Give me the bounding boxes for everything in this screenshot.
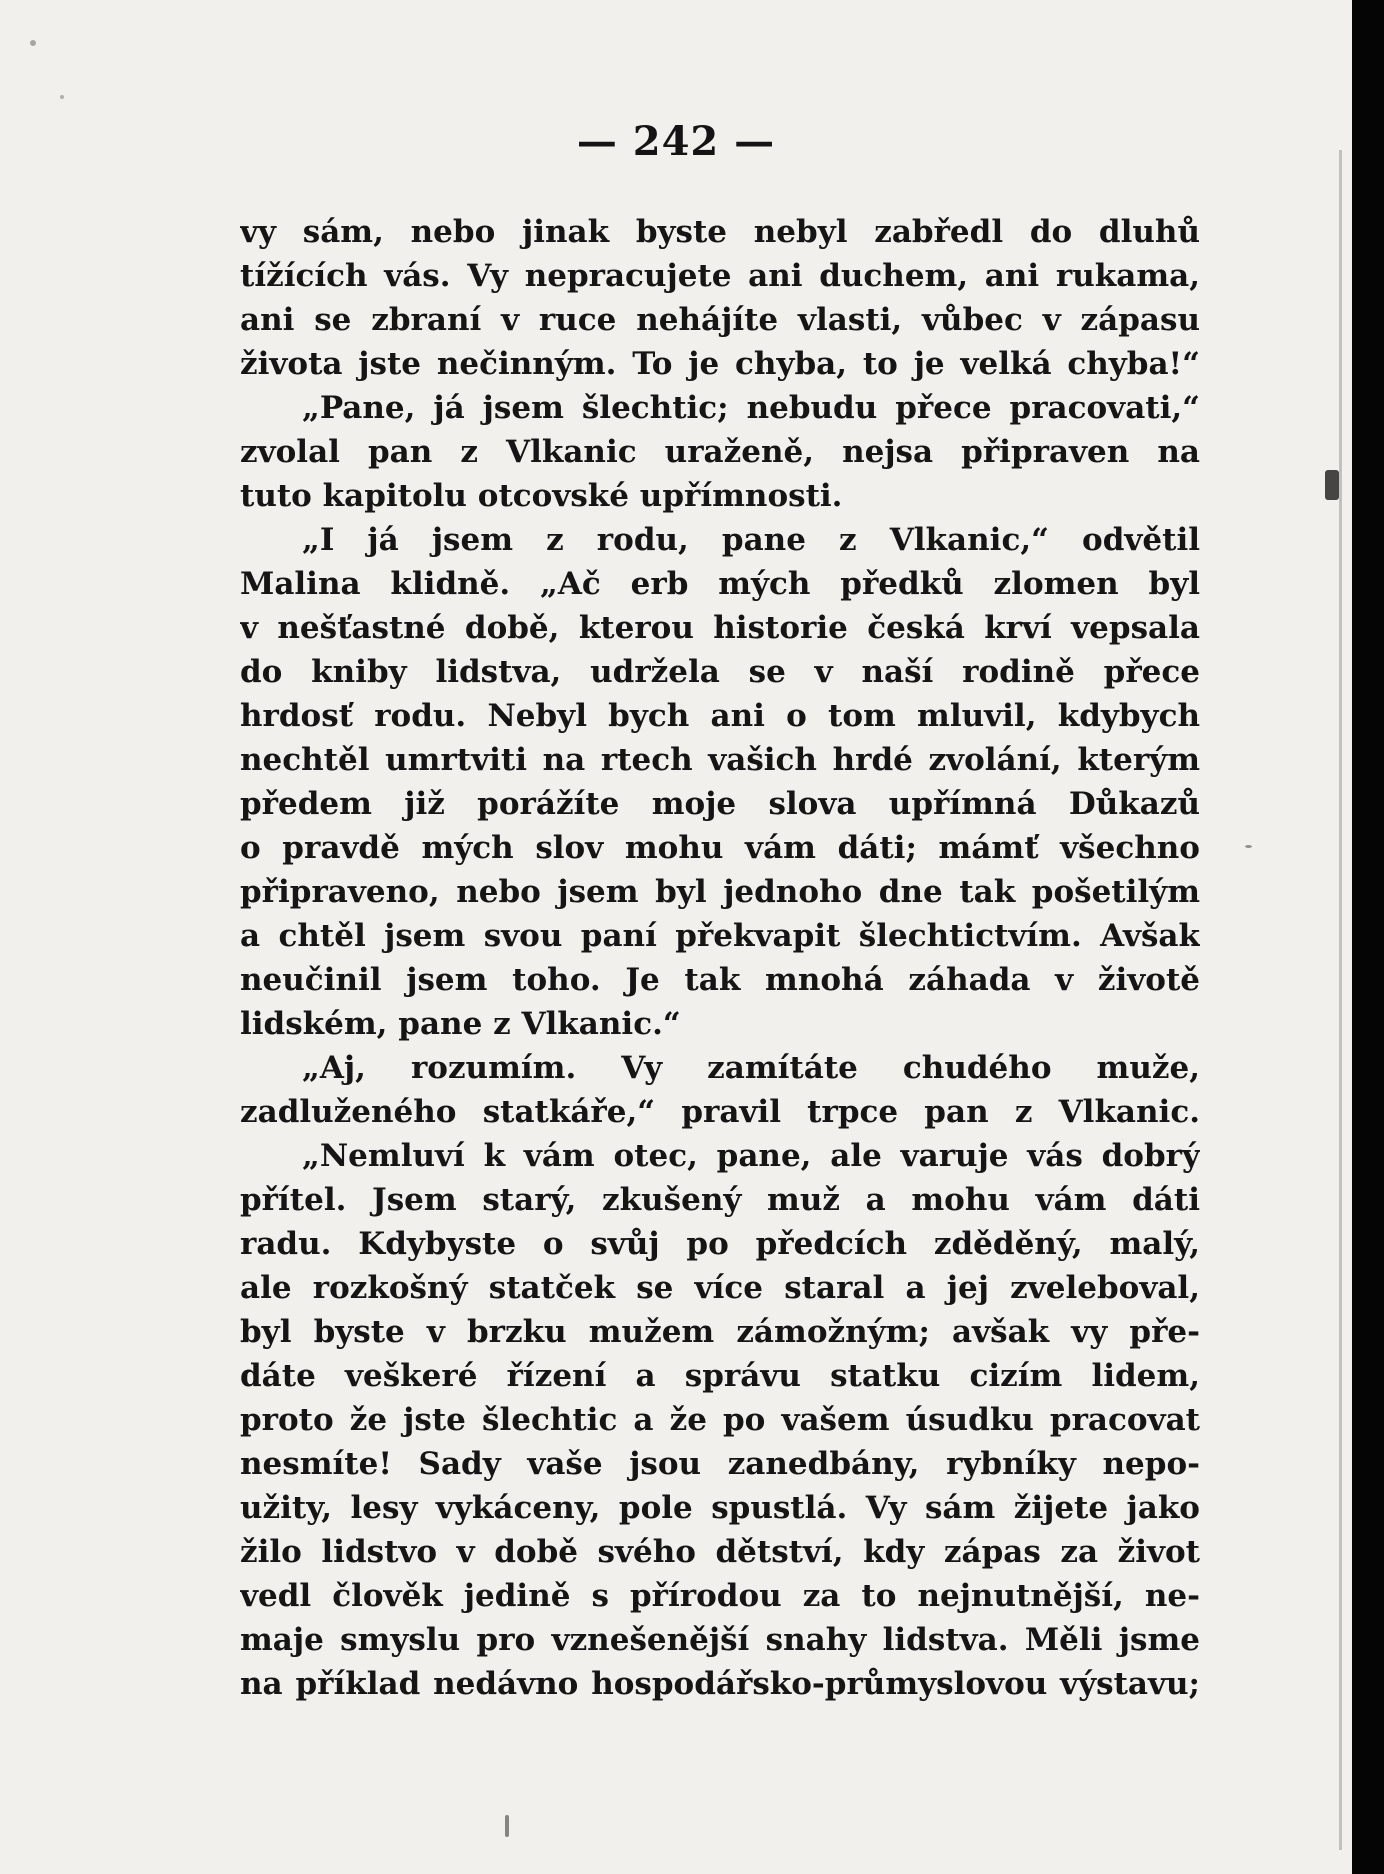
text-line: tuto kapitolu otcovské upřímnosti.	[240, 478, 843, 514]
text-line: v nešťastné době, kterou historie česká krví vepsala	[240, 610, 1200, 646]
text-line: „I já jsem z rodu, pane z Vlkanic,“ odvětil	[302, 522, 1200, 558]
text-line: „Aj, rozumím. Vy zamítáte chudého muže,	[302, 1050, 1200, 1086]
body-text	[240, 210, 1200, 1706]
ink-speck	[60, 95, 64, 99]
ink-speck	[505, 1815, 509, 1837]
text-line: předem již porážíte moje slova upřímná Důkazů	[240, 786, 1200, 822]
text-line: ale rozkošný statček se více staral a jej zveleboval,	[240, 1270, 1200, 1306]
text-line: a chtěl jsem svou paní překvapit šlechtictvím. Avšak	[240, 918, 1200, 954]
text-line: „Nemluví k vám otec, pane, ale varuje vás dobrý	[302, 1138, 1200, 1174]
text-line: o pravdě mých slov mohu vám dáti; mámť všechno	[240, 830, 1200, 866]
page-number: — 242 —	[576, 118, 776, 165]
text-line: proto že jste šlechtic a že po vašem úsudku pracovat	[240, 1402, 1200, 1438]
text-line: nechtěl umrtviti na rtech vašich hrdé zvolání, kterým	[240, 742, 1200, 778]
text-line: maje smyslu pro vznešenější snahy lidstva. Měli jsme	[240, 1622, 1200, 1658]
text-line: přítel. Jsem starý, zkušený muž a mohu vám dáti	[240, 1182, 1200, 1218]
text-line: vedl člověk jedině s přírodou za to nejnutnější, ne-	[240, 1578, 1200, 1614]
text-line: zvolal pan z Vlkanic uraženě, nejsa připraven na	[240, 434, 1200, 470]
text-line: Malina klidně. „Ač erb mých předků zlomen byl	[240, 566, 1200, 602]
text-line: užity, lesy vykáceny, pole spustlá. Vy sám žijete jako	[240, 1490, 1200, 1526]
text-line: hrdosť rodu. Nebyl bych ani o tom mluvil, kdybych	[240, 698, 1200, 734]
gutter-shadow	[1339, 150, 1342, 1850]
text-line: vy sám, nebo jinak byste nebyl zabředl do dluhů	[240, 214, 1200, 250]
ink-speck	[1245, 845, 1252, 848]
text-line: neučinil jsem toho. Je tak mnohá záhada v životě	[240, 962, 1200, 998]
text-line: radu. Kdybyste o svůj po předcích zděděný, malý,	[240, 1226, 1200, 1262]
text-line: nesmíte! Sady vaše jsou zanedbány, rybníky nepo-	[240, 1446, 1200, 1482]
scan-border	[1352, 0, 1384, 1874]
text-line: žilo lidstvo v době svého dětství, kdy zápas za život	[240, 1534, 1200, 1570]
text-line: tížících vás. Vy nepracujete ani duchem, ani rukama,	[240, 258, 1200, 294]
ink-speck	[30, 40, 36, 46]
text-line: připraveno, nebo jsem byl jednoho dne tak pošetilým	[240, 874, 1200, 910]
text-line: byl byste v brzku mužem zámožným; avšak vy pře-	[240, 1314, 1200, 1350]
text-line: lidském, pane z Vlkanic.“	[240, 1006, 681, 1042]
text-line: dáte veškeré řízení a správu statku cizím lidem,	[240, 1358, 1200, 1394]
text-line: „Pane, já jsem šlechtic; nebudu přece pracovati,“	[302, 390, 1200, 426]
text-line: života jste nečinným. To je chyba, to je velká chyba!“	[240, 346, 1200, 382]
text-line: ani se zbraní v ruce nehájíte vlasti, vůbec v zápasu	[240, 302, 1200, 338]
text-line: na příklad nedávno hospodářsko-průmyslovou výstavu;	[240, 1666, 1200, 1702]
ink-speck	[1325, 470, 1339, 500]
text-line: do kniby lidstva, udržela se v naší rodině přece	[240, 654, 1200, 690]
text-line: zadluženého statkáře,“ pravil trpce pan z Vlkanic.	[240, 1094, 1200, 1130]
